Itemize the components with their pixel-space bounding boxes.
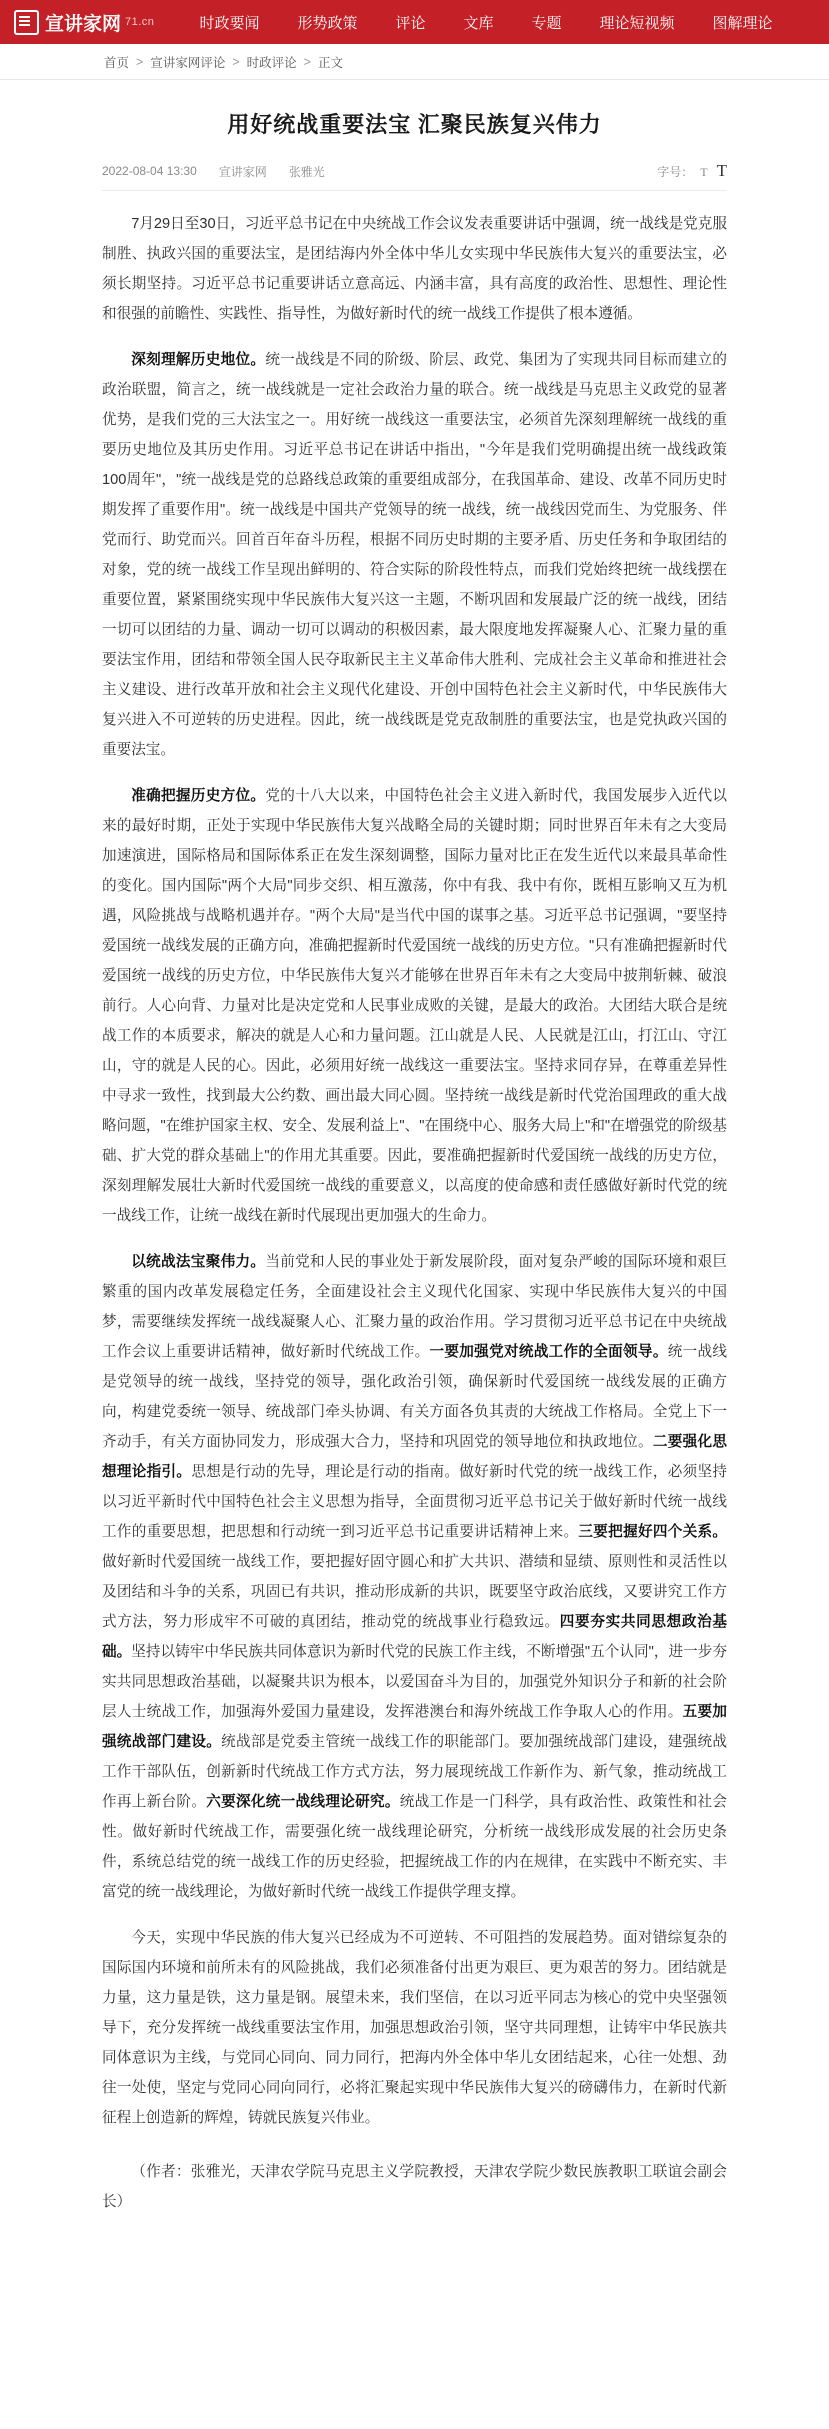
article-paragraph: 准确把握历史方位。党的十八大以来，中国特色社会主义进入新时代，我国发展步入近代以来的最好时期，正处于实现中华民族伟大复兴战略全局的关键时期；同时世界百年未有之大变局加速演进，国际格局和国际体系正在发生深刻调整，国际力量对比正在发生近代以来最具革命性的变化。国内国际"两个大局"同步交织、相互激荡，你中有我、我中有你，既相互影响又互为机遇，风险挑战与战略机遇并存。"两个大局"是当代中国的谋事之基。习近平总书记强调，"要坚持爱国统一战线发展的正确方向，准确把握新时代爱国统一战线的历史方位。"只有准确把握新时代爱国统一战线的历史方位，中华民族伟大复兴才能够在世界百年未有之大变局中披荆斩棘、破浪前行。人心向背、力量对比是决定党和人民事业成败的关键，是最大的政治。大团结大联合是统战工作的本质要求，解决的就是人心和力量问题。江山就是人民、人民就是江山，打江山、守江山，守的就是人民的心。因此，必须用好统一战线这一重要法宝。坚持求同存异，在尊重差异性中寻求一致性，找到最大公约数、画出最大同心圆。坚持统一战线是新时代党治国理政的重大战略问题，"在维护国家主权、安全、发展利益上"、"在围绕中心、服务大局上"和"在增强党的阶级基础、扩大党的群众基础上"的作用尤其重要。因此，要准确把握新时代爱国统一战线的历史方位，深刻理解发展壮大新时代爱国统一战线的重要意义，以高度的使命感和责任感做好新时代党的统一战线工作，让统一战线在新时代展现出更加强大的生命力。 xyxy=(102,788,727,1224)
publish-date: 2022-08-04 13:30 xyxy=(102,164,197,178)
breadcrumb-item-comment[interactable]: 宣讲家网评论 xyxy=(150,55,226,70)
breadcrumb-bar xyxy=(0,44,829,80)
nav-item-pinglun[interactable]: 评论 xyxy=(395,14,426,32)
breadcrumb-separator: > xyxy=(136,54,144,69)
nav-item-tujielilun[interactable]: 图解理论 xyxy=(712,14,773,32)
article-paragraph: 深刻理解历史地位。统一战线是不同的阶级、阶层、政党、集团为了实现共同目标而建立的政治联盟，简言之，统一战线就是一定社会政治力量的联合。统一战线是马克思主义政党的显著优势，是我们党的三大法宝之一。用好统一战线这一重要法宝，必须首先深刻理解统一战线的重要历史地位及其历史作用。习近平总书记在讲话中指出，"今年是我们党明确提出统一战线政策100周年"，"统一战线是党的总路线总政策的重要组成部分，在我国革命、建设、改革不同历史时期发挥了重要作用"。统一战线是中国共产党领导的统一战线，统一战线因党而生、为党服务、伴党而行、助党而兴。回首百年奋斗历程，根据不同历史时期的主要矛盾、历史任务和争取团结的对象，党的统一战线工作呈现出鲜明的、符合实际的阶段性特点，而我们党始终把统一战线摆在重要位置，紧紧围绕实现中华民族伟大复兴这一主题，不断巩固和发展最广泛的统一战线，团结一切可以团结的力量、调动一切可以调动的积极因素，最大限度地发挥凝聚人心、汇聚力量的重要法宝作用，团结和带领全国人民夺取新民主主义革命伟大胜利、完成社会主义革命和推进社会主义建设、进行改革开放和社会主义现代化建设、开创中国特色社会主义新时代，中华民族伟大复兴进入不可逆转的历史进程。因此，统一战线既是党克敌制胜的重要法宝，也是党执政兴国的重要法宝。 xyxy=(102,352,727,758)
article-paragraph: 今天，实现中华民族的伟大复兴已经成为不可逆转、不可阻挡的发展趋势。面对错综复杂的国际国内环境和前所未有的风险挑战，我们必须准备付出更为艰巨、更为艰苦的努力。团结就是力量，这力量是铁，这力量是钢。展望未来，我们坚信，在以习近平同志为核心的党中央坚强领导下，充分发挥统一战线重要法宝作用，加强思想政治引领，坚守共同理想，让铸牢中华民族共同体意识为主线，与党同心同向、同力同行，把海内外全体中华儿女团结起来，心往一处想、劲往一处使，坚定与党同心同向同行，必将汇聚起实现中华民族伟大复兴的磅礴伟力，在新时代新征程上创造新的辉煌，铸就民族复兴伟业。 xyxy=(102,1930,727,2126)
book-icon xyxy=(14,10,39,35)
top-navigation-bar xyxy=(0,0,829,44)
article-meta xyxy=(102,161,727,191)
article-signature: （作者：张雅光，天津农学院马克思主义学院教授，天津农学院少数民族教职工联谊会副会长） xyxy=(102,2164,727,2210)
font-size-control xyxy=(657,161,727,181)
nav-item-wenku[interactable]: 文库 xyxy=(463,14,494,32)
breadcrumb-separator: > xyxy=(232,54,240,69)
breadcrumb-item-current: 正文 xyxy=(317,55,343,70)
site-logo-text: 宣讲家网 xyxy=(45,13,122,35)
font-size-large-button[interactable]: T xyxy=(716,161,727,180)
article-author: 张雅光 xyxy=(288,164,325,179)
font-size-label: 字号： xyxy=(657,165,694,179)
nav-item-lilunduanshipin[interactable]: 理论短视频 xyxy=(599,14,675,32)
article-paragraph: 7月29日至30日，习近平总书记在中央统战工作会议发表重要讲话中强调，统一战线是党克服制胜、执政兴国的重要法宝，是团结海内外全体中华儿女实现中华民族伟大复兴的重要法宝，必须长期坚持。习近平总书记重要讲话立意高远、内涵丰富，具有高度的政治性、思想性、理论性和很强的前瞻性、实践性、指导性，为做好新时代的统一战线工作提供了根本遵循。 xyxy=(102,216,727,322)
nav-item-xingshi[interactable]: 形势政策 xyxy=(297,14,358,32)
breadcrumb-item-home[interactable]: 首页 xyxy=(104,55,130,70)
page-title: 用好统战重要法宝 汇聚民族复兴伟力 xyxy=(227,112,602,137)
breadcrumb-separator: > xyxy=(303,54,311,69)
site-logo-domain: 71.cn xyxy=(125,16,155,28)
breadcrumb-item-shizheng-pinglun[interactable]: 时政评论 xyxy=(246,55,297,70)
article-source: 宣讲家网 xyxy=(218,164,267,179)
main-nav xyxy=(180,12,791,33)
site-logo[interactable] xyxy=(14,9,154,36)
nav-item-shizheng[interactable]: 时政要闻 xyxy=(199,14,260,32)
article-paragraph: 以统战法宝聚伟力。当前党和人民的事业处于新发展阶段，面对复杂严峻的国际环境和艰巨繁重的国内改革发展稳定任务，全面建设社会主义现代化国家、实现中华民族伟大复兴的中国梦，需要继续发挥统一战线凝聚人心、汇聚力量的政治作用。学习贯彻习近平总书记在中央统战工作会议上重要讲话精神，做好新时代统战工作。一要加强党对统战工作的全面领导。统一战线是党领导的统一战线，坚持党的领导，强化政治引领，确保新时代爱国统一战线发展的正确方向，构建党委统一领导、统战部门牵头协调、有关方面各负其责的大统战工作格局。全党上下一齐动手，有关方面协同发力，形成强大合力，坚持和巩固党的领导地位和执政地位。二要强化思想理论指引。思想是行动的先导，理论是行动的指南。做好新时代党的统一战线工作，必须坚持以习近平新时代中国特色社会主义思想为指导，全面贯彻习近平总书记关于做好新时代统一战线工作的重要思想，把思想和行动统一到习近平总书记重要讲话精神上来。三要把握好四个关系。做好新时代爱国统一战线工作，要把握好固守圆心和扩大共识、潜绩和显绩、原则性和灵活性以及团结和斗争的关系，巩固已有共识，推动形成新的共识，既要坚守政治底线，又要讲究工作方式方法，努力形成牢不可破的真团结，推动党的统战事业行稳致远。四要夯实共同思想政治基础。坚持以铸牢中华民族共同体意识为新时代党的民族工作主线，不断增强"五个认同"，进一步夯实共同思想政治基础，以凝聚共识为根本，以爱国奋斗为目的，加强党外知识分子和新的社会阶层人士统战工作，加强海外爱国力量建设，发挥港澳台和海外统战工作争取人心的作用。五要加强统战部门建设。统战部是党委主管统一战线工作的职能部门。要加强统战部门建设，建强统战工作干部队伍，创新新时代统战工作方式方法，努力展现统战工作新作为、新气象，推动统战工作再上新台阶。六要深化统一战线理论研究。统战工作是一门科学，具有政治性、政策性和社会性。做好新时代统战工作，需要强化统一战线理论研究，分析统一战线形成发展的社会历史条件，系统总结党的统一战线工作的历史经验，把握统战工作的内在规律，在实践中不断充实、丰富党的统一战线理论，为做好新时代统一战线工作提供学理支撑。 xyxy=(102,1254,727,1900)
nav-item-zhuanti[interactable]: 专题 xyxy=(531,14,562,32)
breadcrumb xyxy=(104,53,343,71)
font-size-small-button[interactable]: T xyxy=(700,165,708,179)
article-container xyxy=(102,80,727,2217)
